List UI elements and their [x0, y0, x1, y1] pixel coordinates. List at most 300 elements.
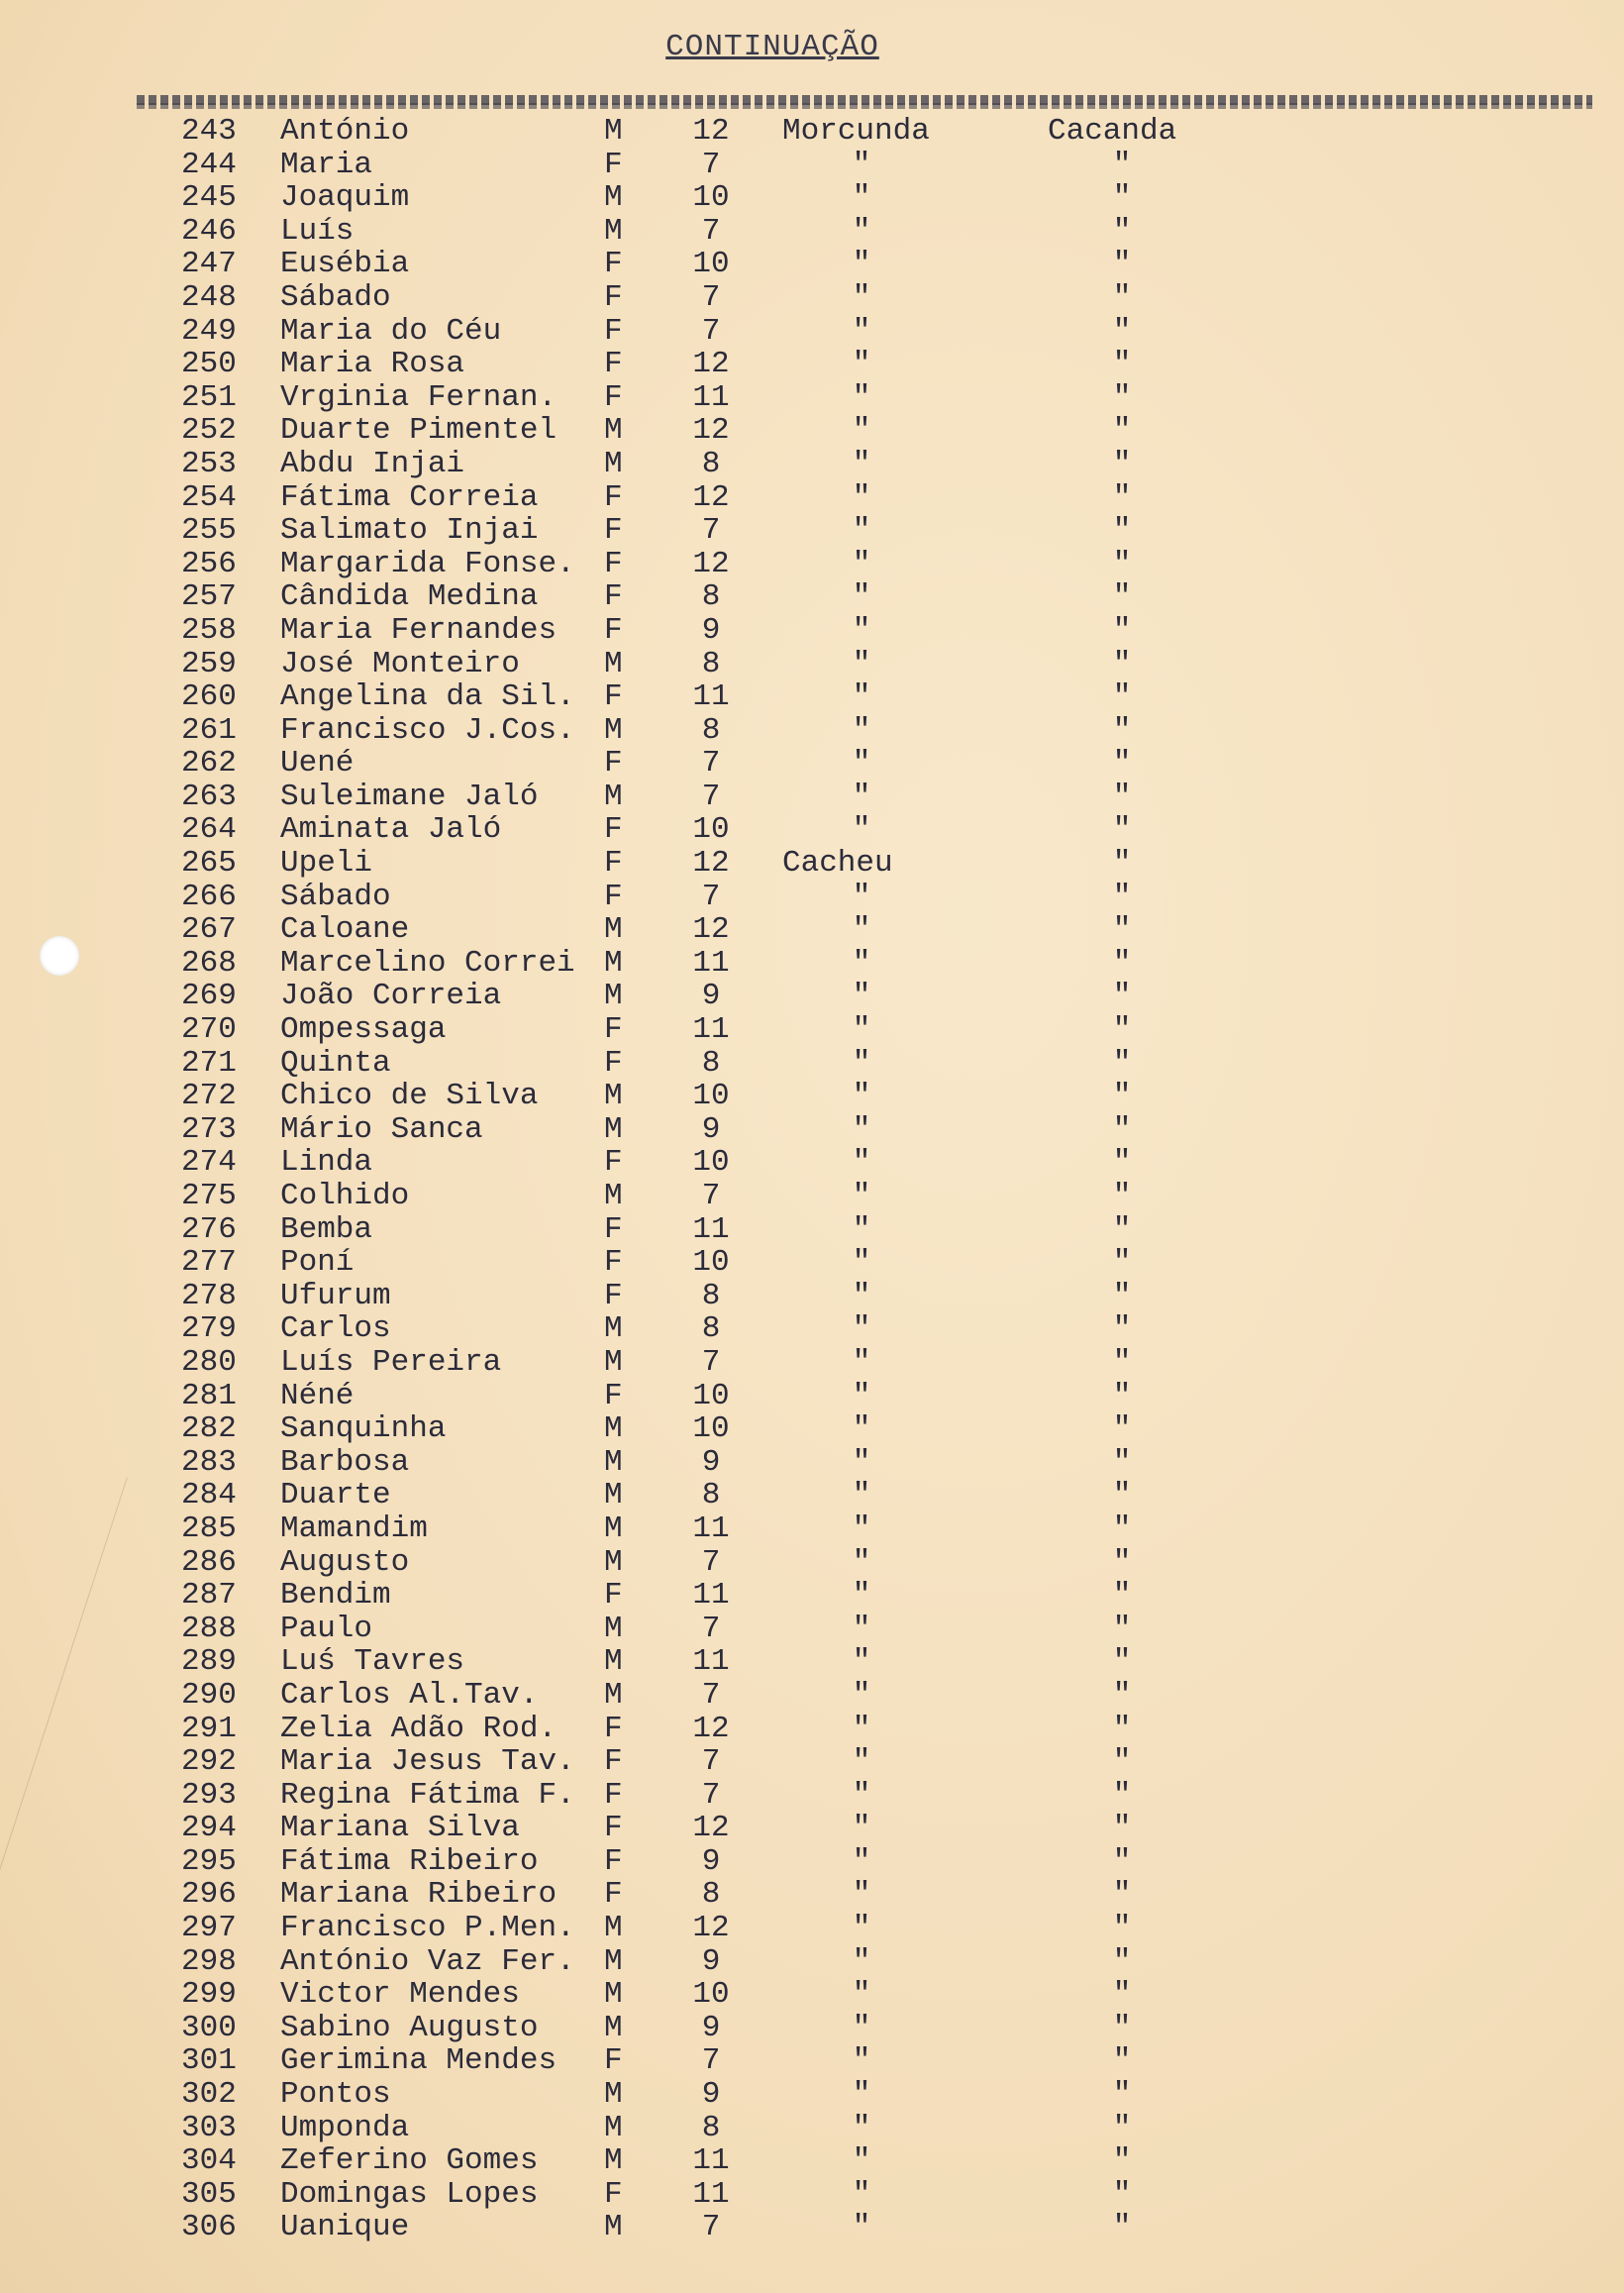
row-number: 251	[181, 379, 237, 415]
row-number: 300	[181, 2010, 237, 2045]
row-name: Maria Jesus Tav.	[280, 1745, 575, 1779]
table-row	[0, 1713, 1624, 1746]
row-number: 290	[181, 1677, 237, 1713]
row-region: "	[1112, 1544, 1132, 1580]
row-name: Duarte Pimentel	[280, 414, 558, 448]
row-sex: M	[604, 1179, 623, 1213]
row-region: "	[1112, 147, 1132, 182]
row-number: 267	[181, 912, 237, 948]
row-place: "	[852, 1677, 871, 1713]
table-row	[0, 2178, 1624, 2212]
row-region: "	[1112, 2110, 1132, 2145]
row-sex: F	[604, 347, 623, 382]
row-number: 284	[181, 1478, 237, 1513]
row-number: 260	[181, 679, 237, 715]
row-age: 9	[701, 1444, 721, 1480]
row-name: Uené	[280, 747, 355, 781]
row-name: Pontos	[280, 2078, 391, 2112]
row-region: "	[1112, 1444, 1132, 1480]
row-sex: F	[604, 147, 623, 182]
row-number: 289	[181, 1644, 237, 1680]
row-region: "	[1112, 679, 1132, 715]
table-row	[0, 1812, 1624, 1845]
row-region: "	[1112, 2010, 1132, 2045]
row-age: 7	[701, 213, 721, 249]
row-age: 12	[692, 846, 730, 882]
row-sex: F	[604, 279, 623, 315]
row-name: Ufurum	[280, 1279, 391, 1313]
row-place: "	[852, 2043, 871, 2079]
row-region: "	[1112, 646, 1132, 681]
row-number: 252	[181, 413, 237, 449]
row-place: "	[852, 812, 871, 848]
row-age: 12	[692, 479, 730, 515]
row-age: 9	[701, 1843, 721, 1879]
table-row	[0, 1978, 1624, 2012]
row-age: 9	[701, 1943, 721, 1979]
row-place: "	[852, 1578, 871, 1614]
row-sex: M	[604, 1677, 623, 1713]
row-number: 272	[181, 1079, 237, 1114]
row-age: 11	[692, 2176, 730, 2212]
row-sex: F	[604, 1012, 623, 1048]
row-region: "	[1112, 846, 1132, 882]
row-age: 7	[701, 779, 721, 814]
row-name: Maria Rosa	[280, 348, 465, 381]
row-place: "	[852, 2077, 871, 2113]
table-row	[0, 1312, 1624, 1346]
table-row	[0, 215, 1624, 249]
row-age: 7	[701, 313, 721, 349]
page-title: CONTINUAÇÃO	[665, 30, 879, 64]
table-row	[0, 1346, 1624, 1380]
row-age: 11	[692, 1511, 730, 1546]
table-row	[0, 1613, 1624, 1646]
row-name: Maria	[280, 148, 373, 182]
row-name: Upeli	[280, 847, 373, 881]
row-region: "	[1112, 779, 1132, 814]
row-place: "	[852, 1444, 871, 1480]
row-name: Luís Pereira	[280, 1345, 502, 1380]
row-number: 278	[181, 1278, 237, 1313]
row-name: Uanique	[280, 2211, 410, 2244]
row-age: 10	[692, 180, 730, 216]
table-row	[0, 2078, 1624, 2112]
row-number: 292	[181, 1744, 237, 1780]
row-region: "	[1112, 1179, 1132, 1213]
row-place: "	[852, 2210, 871, 2245]
row-age: 9	[701, 1111, 721, 1147]
row-place: "	[852, 247, 871, 282]
row-region: "	[1112, 313, 1132, 349]
row-number: 299	[181, 1977, 237, 2013]
row-place: Cacheu	[782, 846, 893, 882]
row-place: "	[852, 779, 871, 814]
row-region: "	[1112, 1111, 1132, 1147]
row-number: 306	[181, 2210, 237, 2245]
row-sex: F	[604, 2043, 623, 2079]
row-name: Joaquim	[280, 181, 410, 215]
row-region: "	[1112, 446, 1132, 481]
row-region: "	[1112, 2176, 1132, 2212]
row-age: 8	[701, 579, 721, 615]
row-region: "	[1112, 1211, 1132, 1247]
table-row	[0, 2044, 1624, 2078]
row-region: "	[1112, 1511, 1132, 1546]
row-sex: M	[604, 1311, 623, 1347]
table-row	[0, 580, 1624, 614]
row-name: Mário Sanca	[280, 1112, 483, 1147]
row-name: Luís	[280, 214, 355, 249]
row-age: 8	[701, 646, 721, 681]
row-name: Umponda	[280, 2111, 410, 2145]
row-place: "	[852, 646, 871, 681]
row-place: "	[852, 2110, 871, 2145]
row-name: Fátima Correia	[280, 480, 539, 515]
row-name: Victor Mendes	[280, 1978, 520, 2012]
table-row	[0, 1512, 1624, 1546]
row-number: 296	[181, 1877, 237, 1913]
table-row	[0, 2112, 1624, 2145]
row-age: 12	[692, 1711, 730, 1746]
row-number: 265	[181, 846, 237, 882]
row-sex: M	[604, 1544, 623, 1580]
row-name: Mariana Silva	[280, 1812, 520, 1845]
row-age: 7	[701, 2043, 721, 2079]
row-name: Sábado	[280, 280, 391, 315]
row-number: 273	[181, 1111, 237, 1147]
row-age: 11	[692, 679, 730, 715]
row-place: "	[852, 1911, 871, 1946]
row-number: 263	[181, 779, 237, 814]
row-region: "	[1112, 546, 1132, 581]
row-name: Angelina da Sil.	[280, 680, 575, 714]
row-number: 258	[181, 612, 237, 648]
row-region: "	[1112, 1145, 1132, 1181]
row-place: "	[852, 1278, 871, 1313]
row-region: "	[1112, 513, 1132, 549]
row-region: "	[1112, 1478, 1132, 1513]
row-sex: M	[604, 446, 623, 481]
row-age: 8	[701, 712, 721, 748]
row-place: "	[852, 213, 871, 249]
row-name: Sabino Augusto	[280, 2011, 539, 2045]
row-sex: F	[604, 1278, 623, 1313]
register-table	[0, 115, 1624, 2244]
row-sex: F	[604, 313, 623, 349]
table-row	[0, 1246, 1624, 1280]
row-number: 274	[181, 1145, 237, 1181]
row-place: "	[852, 579, 871, 615]
row-region: "	[1112, 712, 1132, 748]
row-name: Bendim	[280, 1579, 391, 1613]
row-region: "	[1112, 1079, 1132, 1114]
row-sex: F	[604, 1843, 623, 1879]
row-sex: F	[604, 1777, 623, 1813]
row-age: 10	[692, 1145, 730, 1181]
row-sex: F	[604, 247, 623, 282]
row-name: Abdu Injai	[280, 447, 465, 481]
row-name: Poní	[280, 1246, 355, 1280]
row-name: Salimato Injai	[280, 514, 539, 548]
row-sex: F	[604, 1378, 623, 1413]
row-place: "	[852, 347, 871, 382]
row-number: 254	[181, 479, 237, 515]
row-place: "	[852, 1012, 871, 1048]
table-row	[0, 747, 1624, 781]
row-number: 294	[181, 1811, 237, 1846]
row-age: 10	[692, 1079, 730, 1114]
row-name: Zeferino Gomes	[280, 2144, 539, 2178]
table-row	[0, 1912, 1624, 1945]
row-region: "	[1112, 1943, 1132, 1979]
row-sex: F	[604, 379, 623, 415]
row-place: "	[852, 2010, 871, 2045]
row-age: 12	[692, 912, 730, 948]
row-sex: M	[604, 1511, 623, 1546]
row-age: 7	[701, 1611, 721, 1646]
row-age: 11	[692, 1644, 730, 1680]
row-age: 11	[692, 1012, 730, 1048]
row-place: "	[852, 1245, 871, 1281]
row-place: "	[852, 313, 871, 349]
row-place: Morcunda	[782, 114, 930, 149]
header-rule-secondary	[137, 103, 1592, 109]
row-name: Margarida Fonse.	[280, 547, 575, 581]
row-name: António	[280, 115, 410, 149]
row-name: Quinta	[280, 1046, 391, 1081]
row-sex: M	[604, 779, 623, 814]
row-region: "	[1112, 347, 1132, 382]
row-place: "	[852, 147, 871, 182]
row-name: Aminata Jaló	[280, 813, 502, 848]
row-name: António Vaz Fer.	[280, 1944, 575, 1979]
row-region: "	[1112, 1245, 1132, 1281]
table-row	[0, 281, 1624, 315]
row-sex: F	[604, 812, 623, 848]
table-row	[0, 1146, 1624, 1180]
table-row	[0, 2012, 1624, 2045]
row-age: 9	[701, 2010, 721, 2045]
row-name: Ompessaga	[280, 1013, 447, 1047]
row-place: "	[852, 1179, 871, 1213]
row-age: 7	[701, 1544, 721, 1580]
row-sex: M	[604, 646, 623, 681]
row-number: 305	[181, 2176, 237, 2212]
row-age: 7	[701, 147, 721, 182]
row-place: "	[852, 1843, 871, 1879]
row-place: "	[852, 1744, 871, 1780]
row-number: 298	[181, 1943, 237, 1979]
row-age: 9	[701, 2077, 721, 2113]
row-age: 7	[701, 746, 721, 782]
table-row	[0, 248, 1624, 281]
row-number: 266	[181, 879, 237, 914]
row-number: 281	[181, 1378, 237, 1413]
row-region: "	[1112, 2077, 1132, 2113]
table-row	[0, 1945, 1624, 1979]
row-place: "	[852, 1378, 871, 1413]
table-row	[0, 1213, 1624, 1247]
row-place: "	[852, 180, 871, 216]
row-sex: F	[604, 1245, 623, 1281]
row-age: 7	[701, 1777, 721, 1813]
row-region: "	[1112, 1843, 1132, 1879]
row-number: 287	[181, 1578, 237, 1614]
table-row	[0, 348, 1624, 381]
row-place: "	[852, 1544, 871, 1580]
row-region: "	[1112, 2143, 1132, 2179]
table-row	[0, 115, 1624, 149]
table-row	[0, 1113, 1624, 1147]
row-age: 8	[701, 1045, 721, 1081]
row-age: 8	[701, 446, 721, 481]
row-age: 12	[692, 347, 730, 382]
row-number: 269	[181, 979, 237, 1014]
row-sex: F	[604, 612, 623, 648]
row-age: 7	[701, 879, 721, 914]
row-region: "	[1112, 1344, 1132, 1380]
table-row	[0, 1180, 1624, 1213]
row-name: Caloane	[280, 913, 410, 947]
table-row	[0, 448, 1624, 481]
row-age: 9	[701, 612, 721, 648]
row-region: "	[1112, 1311, 1132, 1347]
table-row	[0, 149, 1624, 182]
row-place: "	[852, 513, 871, 549]
row-number: 295	[181, 1843, 237, 1879]
row-number: 243	[181, 114, 237, 149]
row-place: "	[852, 1111, 871, 1147]
row-name: Augusto	[280, 1545, 410, 1580]
row-region: Cacanda	[1048, 114, 1177, 149]
row-age: 7	[701, 1744, 721, 1780]
row-region: "	[1112, 1911, 1132, 1946]
row-place: "	[852, 279, 871, 315]
row-age: 8	[701, 2110, 721, 2145]
row-sex: M	[604, 1444, 623, 1480]
row-name: Suleimane Jaló	[280, 780, 539, 814]
row-number: 270	[181, 1012, 237, 1048]
row-sex: F	[604, 513, 623, 549]
row-place: "	[852, 1311, 871, 1347]
row-place: "	[852, 446, 871, 481]
row-age: 8	[701, 1278, 721, 1313]
table-row	[0, 1845, 1624, 1879]
row-region: "	[1112, 1877, 1132, 1913]
row-number: 253	[181, 446, 237, 481]
row-age: 7	[701, 513, 721, 549]
table-row	[0, 1280, 1624, 1313]
row-name: Paulo	[280, 1612, 373, 1646]
row-age: 10	[692, 1411, 730, 1447]
row-name: Marcelino Correi	[280, 946, 575, 981]
row-number: 250	[181, 347, 237, 382]
row-region: "	[1112, 945, 1132, 981]
table-row	[0, 381, 1624, 415]
row-name: Colhido	[280, 1180, 410, 1213]
row-place: "	[852, 1877, 871, 1913]
row-name: Cândida Medina	[280, 580, 539, 614]
row-number: 302	[181, 2077, 237, 2113]
row-age: 7	[701, 1677, 721, 1713]
row-sex: F	[604, 1578, 623, 1614]
table-row	[0, 2144, 1624, 2178]
row-place: "	[852, 1344, 871, 1380]
row-region: "	[1112, 1677, 1132, 1713]
row-age: 11	[692, 1211, 730, 1247]
row-number: 246	[181, 213, 237, 249]
table-row	[0, 1479, 1624, 1512]
row-region: "	[1112, 2043, 1132, 2079]
row-sex: M	[604, 1111, 623, 1147]
row-region: "	[1112, 1644, 1132, 1680]
row-sex: M	[604, 1411, 623, 1447]
row-number: 257	[181, 579, 237, 615]
row-region: "	[1112, 1411, 1132, 1447]
row-region: "	[1112, 180, 1132, 216]
row-place: "	[852, 1811, 871, 1846]
row-age: 10	[692, 1977, 730, 2013]
row-place: "	[852, 2176, 871, 2212]
row-sex: F	[604, 1744, 623, 1780]
row-name: Maria do Céu	[280, 314, 502, 349]
row-sex: F	[604, 746, 623, 782]
row-sex: F	[604, 546, 623, 581]
row-sex: M	[604, 213, 623, 249]
row-region: "	[1112, 1578, 1132, 1614]
row-region: "	[1112, 612, 1132, 648]
row-region: "	[1112, 879, 1132, 914]
row-place: "	[852, 1977, 871, 2013]
row-number: 297	[181, 1911, 237, 1946]
row-name: Gerimina Mendes	[280, 2044, 558, 2079]
row-sex: F	[604, 579, 623, 615]
row-age: 7	[701, 1344, 721, 1380]
table-row	[0, 1546, 1624, 1580]
row-region: "	[1112, 1977, 1132, 2013]
row-name: Barbosa	[280, 1445, 410, 1480]
row-sex: F	[604, 1811, 623, 1846]
row-age: 7	[701, 2210, 721, 2245]
row-place: "	[852, 1611, 871, 1646]
table-row	[0, 1080, 1624, 1113]
row-age: 12	[692, 546, 730, 581]
row-name: Domingas Lopes	[280, 2177, 539, 2212]
row-region: "	[1112, 1777, 1132, 1813]
row-age: 11	[692, 379, 730, 415]
row-name: José Monteiro	[280, 647, 520, 681]
row-name: Francisco P.Men.	[280, 1912, 575, 1945]
table-row	[0, 1013, 1624, 1047]
row-place: "	[852, 1478, 871, 1513]
row-sex: M	[604, 2210, 623, 2245]
row-number: 244	[181, 147, 237, 182]
row-sex: F	[604, 1045, 623, 1081]
row-age: 7	[701, 279, 721, 315]
row-place: "	[852, 746, 871, 782]
row-place: "	[852, 413, 871, 449]
row-age: 12	[692, 1811, 730, 1846]
row-place: "	[852, 945, 871, 981]
row-age: 10	[692, 1378, 730, 1413]
row-place: "	[852, 979, 871, 1014]
row-number: 268	[181, 945, 237, 981]
row-region: "	[1112, 1611, 1132, 1646]
row-number: 288	[181, 1611, 237, 1646]
row-sex: M	[604, 2143, 623, 2179]
table-row	[0, 1878, 1624, 1912]
